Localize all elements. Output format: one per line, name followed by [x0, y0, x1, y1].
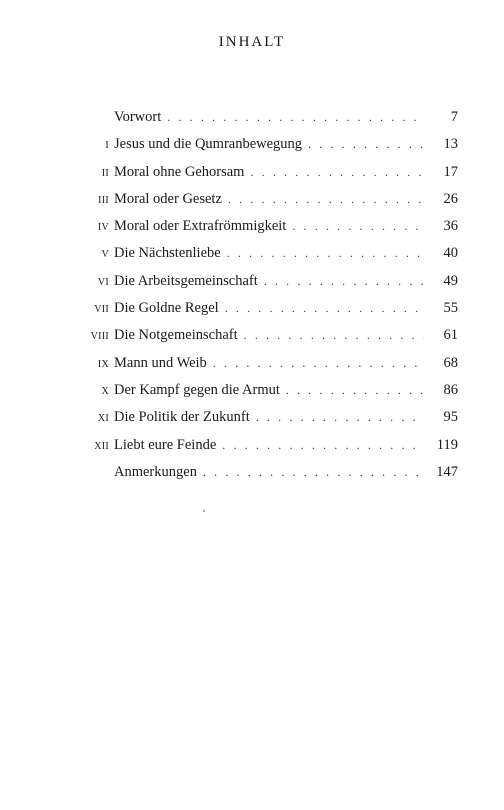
dot-leader — [227, 240, 424, 267]
dot-leader — [228, 186, 424, 213]
dot-leader — [264, 268, 424, 295]
dot-leader — [167, 104, 424, 131]
chapter-title: Moral oder Extrafrömmigkeit — [114, 218, 287, 235]
toc-entry — [76, 404, 458, 431]
toc-entry — [76, 350, 458, 377]
paper-speck — [203, 510, 205, 512]
chapter-number: III — [98, 194, 109, 206]
dot-leader — [256, 404, 424, 431]
chapter-number: II — [101, 167, 109, 179]
chapter-number: XI — [97, 413, 109, 425]
dot-leader — [286, 377, 424, 404]
dot-leader — [203, 459, 424, 486]
toc-entry — [76, 295, 458, 322]
toc-entry — [76, 104, 458, 131]
dot-leader — [213, 350, 424, 377]
chapter-number: IV — [97, 222, 109, 234]
chapter-number: XII — [94, 440, 109, 452]
toc-entry — [76, 159, 458, 186]
page-title: INHALT — [218, 34, 286, 50]
chapter-title: Mann und Weib — [114, 354, 207, 371]
chapter-title: Die Nächstenliebe — [114, 245, 221, 262]
chapter-number: I — [105, 140, 109, 152]
dot-leader — [308, 131, 424, 158]
chapter-title: Jesus und die Qumranbewegung — [114, 136, 303, 153]
chapter-title: Liebt eure Feinde — [114, 436, 217, 453]
chapter-title: Anmerkungen — [114, 463, 197, 480]
toc-entry — [76, 432, 458, 459]
chapter-title: Die Arbeitsgemeinschaft — [114, 272, 258, 289]
page-number: 26 — [443, 190, 458, 207]
chapter-number: V — [101, 249, 109, 261]
dot-leader — [250, 159, 424, 186]
page-number: 95 — [443, 409, 458, 426]
chapter-number: VI — [97, 276, 109, 288]
page-number: 17 — [443, 163, 458, 180]
toc-entry — [76, 268, 458, 295]
chapter-title: Moral ohne Gehorsam — [114, 163, 245, 180]
dot-leader — [244, 322, 424, 349]
toc-entry — [76, 213, 458, 240]
page-number: 68 — [443, 354, 458, 371]
toc-entry — [76, 131, 458, 158]
page-number: 40 — [443, 245, 458, 262]
page-number: 119 — [436, 436, 458, 453]
chapter-title: Die Politik der Zukunft — [114, 409, 250, 426]
page-number: 49 — [443, 272, 458, 289]
page-number: 36 — [443, 218, 458, 235]
dot-leader — [292, 213, 424, 240]
chapter-title: Die Notgemeinschaft — [114, 327, 238, 344]
page-number: 61 — [443, 327, 458, 344]
dot-leader — [222, 432, 424, 459]
page-number: 13 — [443, 136, 458, 153]
chapter-number: VIII — [90, 331, 109, 343]
toc-entry — [76, 186, 458, 213]
page-number: 147 — [436, 463, 458, 480]
page-number: 86 — [443, 381, 458, 398]
toc-entry — [76, 240, 458, 267]
chapter-title: Der Kampf gegen die Armut — [114, 381, 280, 398]
chapter-title: Moral oder Gesetz — [114, 190, 222, 207]
toc-entry — [76, 459, 458, 486]
table-of-contents — [76, 104, 458, 486]
chapter-number: IX — [97, 358, 109, 370]
toc-entry — [76, 377, 458, 404]
page-number: 55 — [443, 300, 458, 317]
chapter-title: Vorwort — [114, 109, 162, 125]
page-number: 7 — [450, 109, 458, 125]
chapter-number: X — [101, 385, 109, 397]
toc-entry — [76, 322, 458, 349]
dot-leader — [225, 295, 424, 322]
chapter-number: VII — [94, 304, 109, 316]
chapter-title: Die Goldne Regel — [114, 300, 219, 317]
